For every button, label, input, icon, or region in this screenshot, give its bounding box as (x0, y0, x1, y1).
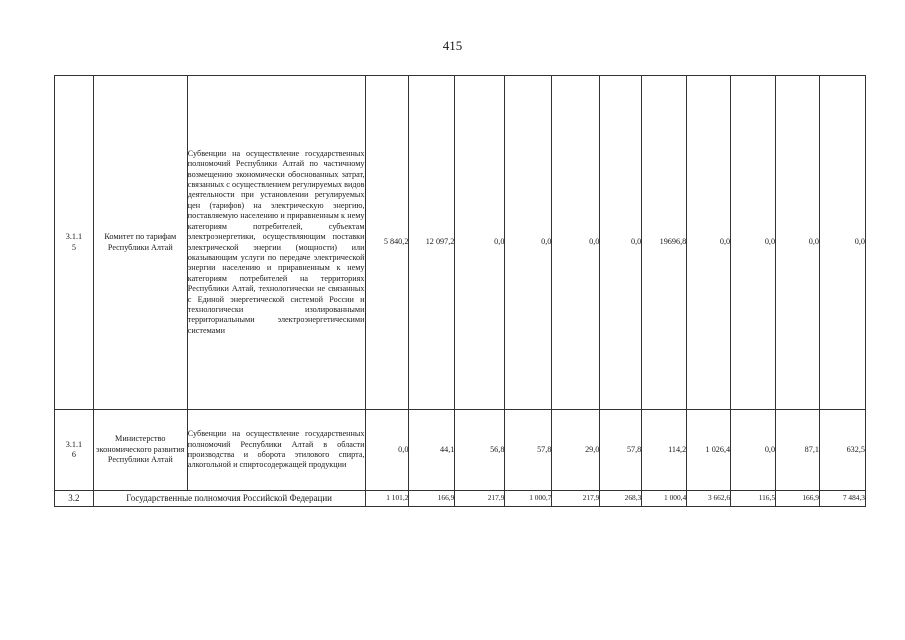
value-cell: 0,0 (505, 76, 552, 410)
value-cell: 29,0 (552, 410, 600, 491)
value-cell: 0,0 (687, 76, 731, 410)
row-code (55, 410, 94, 491)
row-executor: Комитет по тарифам Республики Алтай (93, 76, 187, 410)
total-value-cell: 3 662,6 (687, 491, 731, 507)
value-cell: 632,5 (819, 410, 865, 491)
value-cell: 19696,8 (642, 76, 687, 410)
value-cell: 5 840,2 (365, 76, 409, 410)
total-value-cell: 217,9 (552, 491, 600, 507)
page-number: 415 (442, 38, 463, 53)
total-value-cell: 1 000,4 (642, 491, 687, 507)
value-cell: 0,0 (731, 410, 776, 491)
row-code-text: 3.1.1 5 (65, 232, 83, 252)
row-executor: Министерство экономического развития Республики Алтай (93, 410, 187, 491)
row-code-text: 3.1.1 6 (65, 439, 83, 459)
value-cell: 1 026,4 (687, 410, 731, 491)
total-value-cell: 1 101,2 (365, 491, 409, 507)
value-cell: 0,0 (819, 76, 865, 410)
total-row (55, 491, 866, 507)
value-cell: 0,0 (776, 76, 820, 410)
value-cell: 57,8 (600, 410, 642, 491)
value-cell: 87,1 (776, 410, 820, 491)
table-row (55, 410, 866, 491)
total-value-cell: 217,9 (455, 491, 505, 507)
value-cell: 56,8 (455, 410, 505, 491)
value-cell: 0,0 (365, 410, 409, 491)
budget-table (54, 75, 866, 507)
value-cell: 0,0 (455, 76, 505, 410)
row-code (55, 76, 94, 410)
value-cell: 0,0 (600, 76, 642, 410)
total-label: Государственные полномочия Российской Федерации (93, 491, 365, 507)
value-cell: 0,0 (552, 76, 600, 410)
total-value-cell: 166,9 (409, 491, 455, 507)
total-value-cell: 268,3 (600, 491, 642, 507)
total-code: 3.2 (55, 491, 94, 507)
row-description: Субвенции на осуществление государственных полномочий Республики Алтай в области производства и оборота этилового спирта, алкогольной и спиртосодержащей продукции (187, 410, 365, 491)
total-value-cell: 166,9 (776, 491, 820, 507)
value-cell: 114,2 (642, 410, 687, 491)
value-cell: 0,0 (731, 76, 776, 410)
value-cell: 57,8 (505, 410, 552, 491)
table-row (55, 76, 866, 410)
value-cell: 44,1 (409, 410, 455, 491)
value-cell: 12 097,2 (409, 76, 455, 410)
total-value-cell: 1 000,7 (505, 491, 552, 507)
total-value-cell: 7 484,3 (819, 491, 865, 507)
total-value-cell: 116,5 (731, 491, 776, 507)
row-description: Субвенции на осуществление государственных полномочий Республики Алтай по частичному возмещению экономически обоснованных затрат, связанных с осуществлением регулируемых видов деятельности при установлении регулируемых цен (тарифов) на электрическую энергию, поставляемую населению и приравненным к нему категориям потребителей, субъектам электроэнергетики, осуществляющим поставки электрической энергии (мощности) или оказывающим услуги по передаче электрической энергии населению и приравненным к нему категориям потребителей на территориях Республики Алтай, технологически не связанных с Единой энергетической системой России и технологически изолированными территориальными электроэнергетическими системами (187, 76, 365, 410)
